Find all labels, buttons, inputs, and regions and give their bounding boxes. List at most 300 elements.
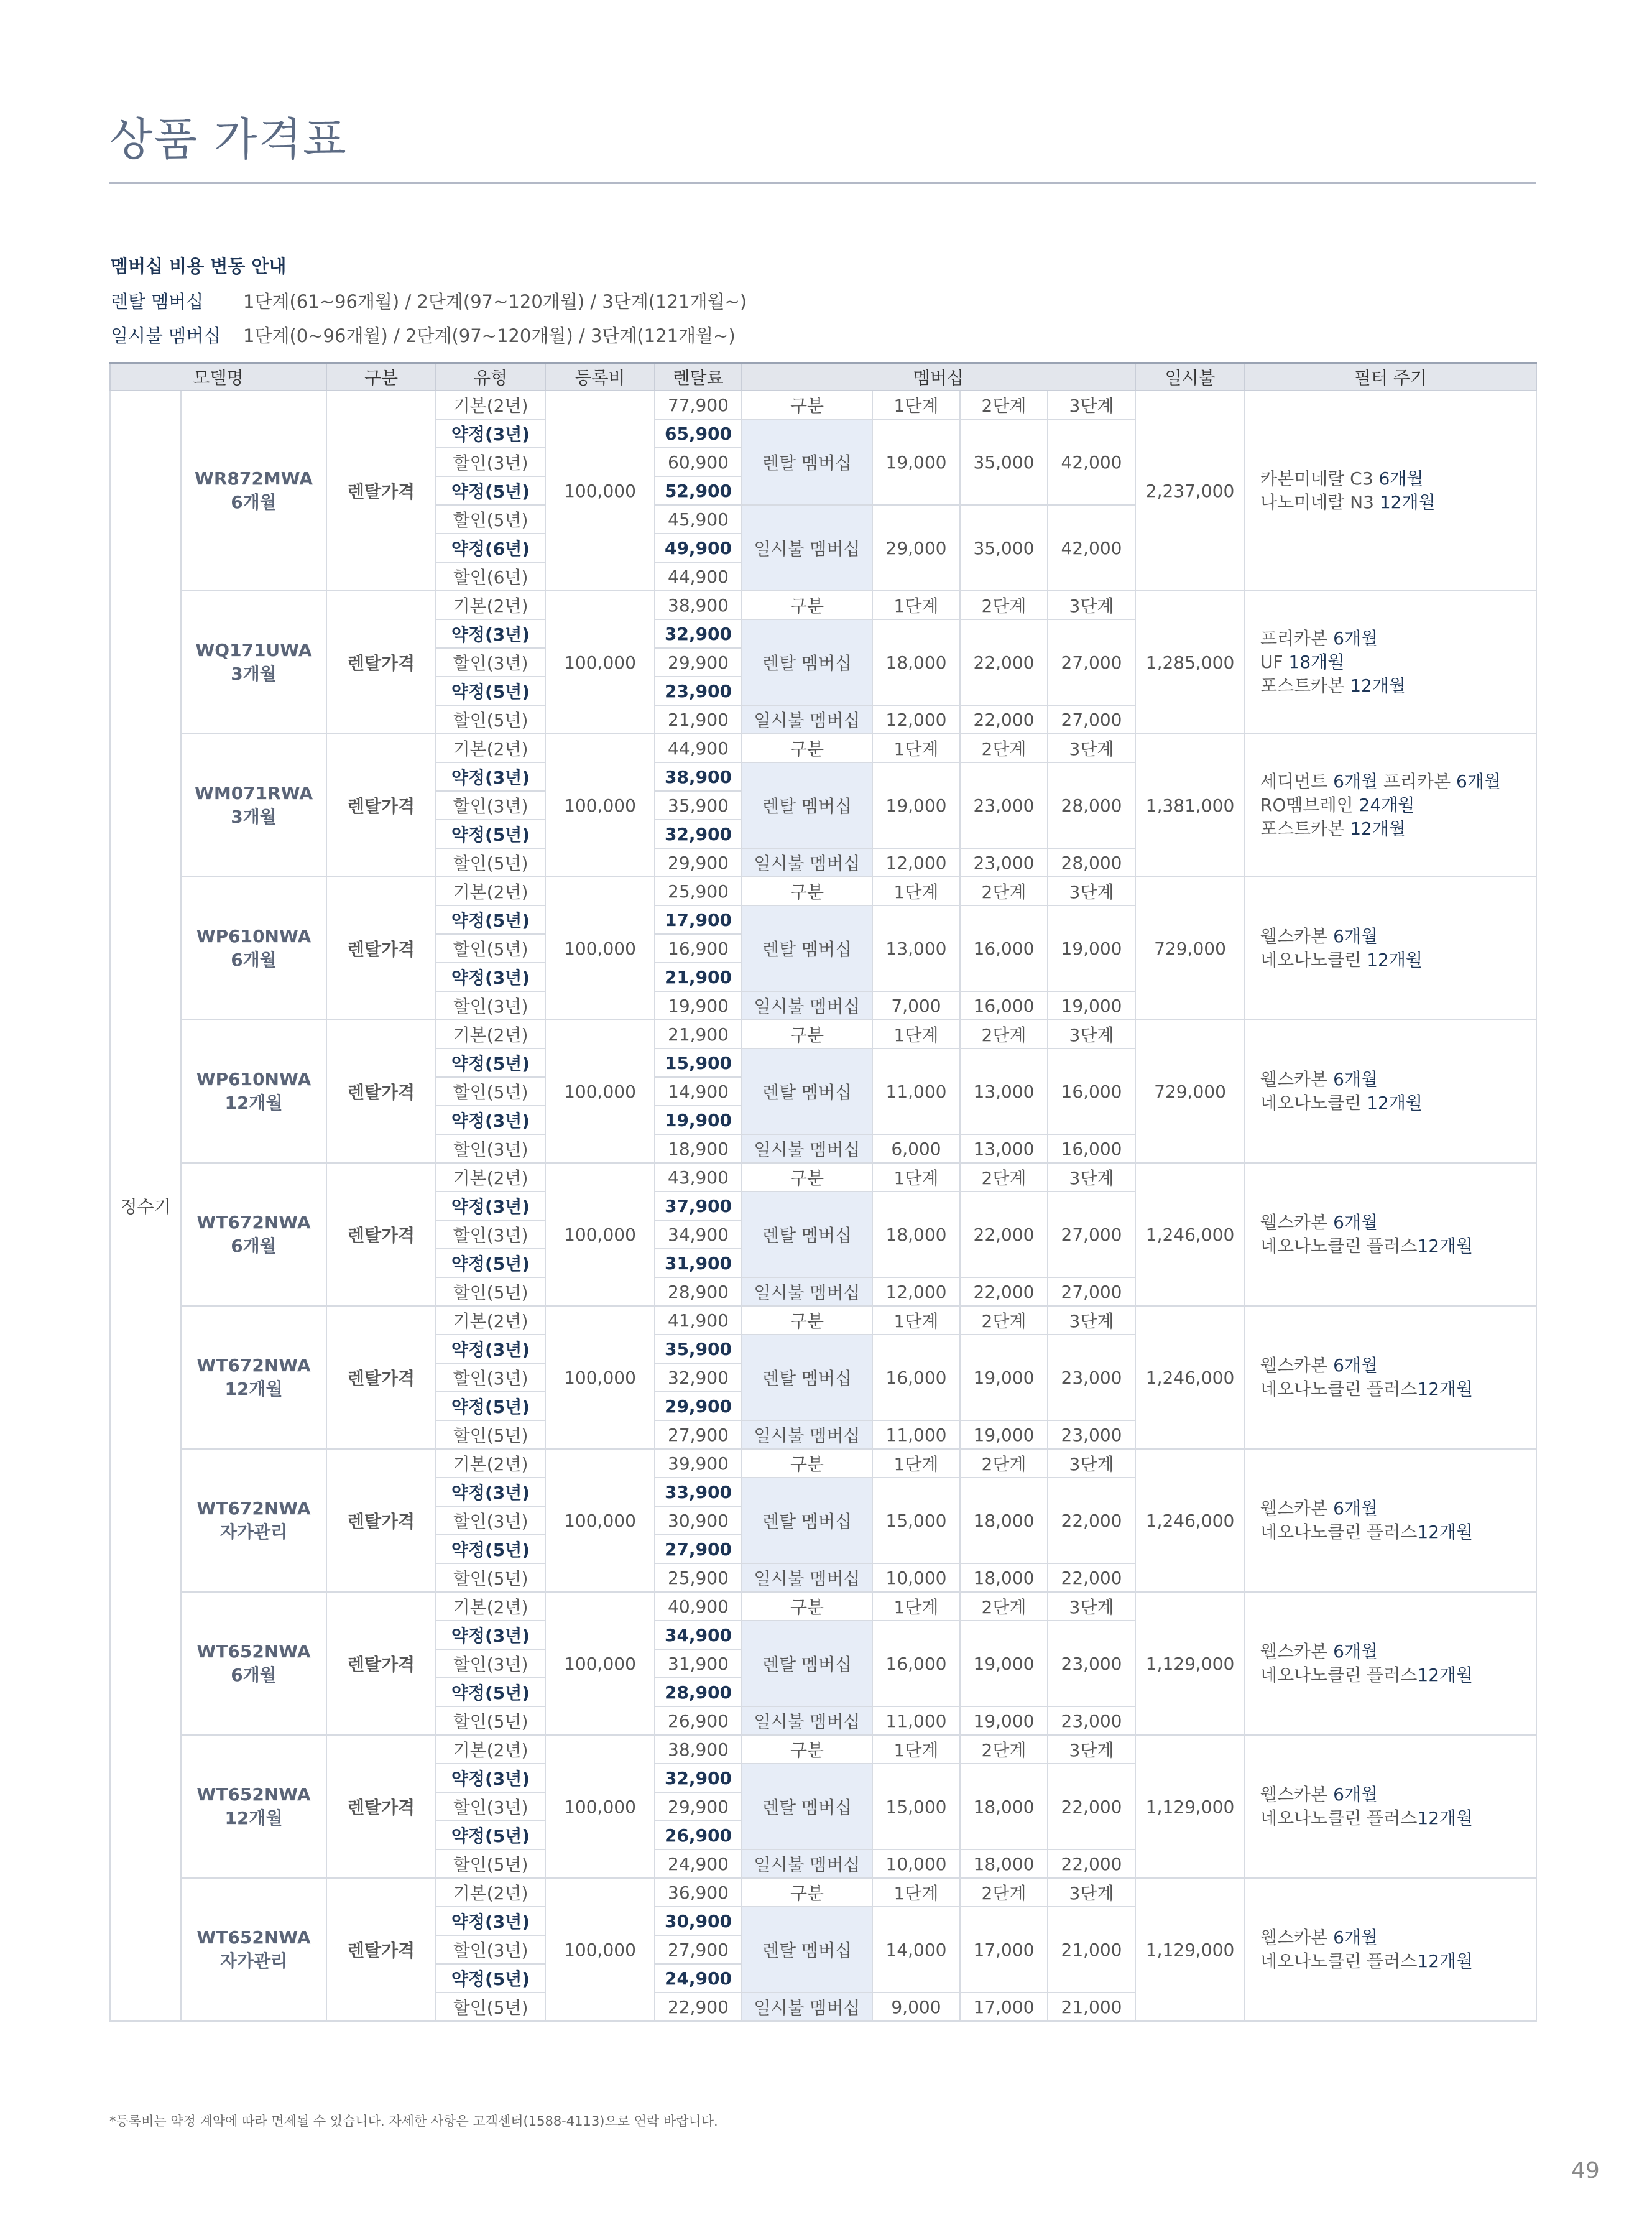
- membership-stage-header: 3단계: [1048, 877, 1135, 905]
- rental-membership-label: 렌탈 멤버십: [742, 1192, 872, 1277]
- col-header-filter: 필터 주기: [1245, 363, 1536, 391]
- category-cell: 정수기: [110, 391, 181, 2021]
- rental-membership-fee: 18,000: [872, 1192, 960, 1277]
- page-number: 49: [1571, 2158, 1600, 2183]
- rental-price-cell: 32,900: [655, 820, 742, 848]
- filter-line: [1260, 1091, 1536, 1115]
- table-row: [110, 1020, 1536, 1048]
- filter-line: [1260, 1640, 1536, 1664]
- type-cell: 할인(3년): [436, 1220, 545, 1249]
- lump-membership-fee: 18,000: [960, 1563, 1048, 1592]
- filter-period: 12개월: [1417, 1665, 1474, 1685]
- rental-membership-label: 렌탈 멤버십: [742, 762, 872, 848]
- filter-period: 6개월: [1333, 1641, 1378, 1662]
- rental-price-cell: 27,900: [655, 1420, 742, 1449]
- membership-gubun-header: 구분: [742, 1735, 872, 1764]
- notice-text: 1단계(0~96개월) / 2단계(97~120개월) / 3단계(121개월~): [243, 325, 736, 346]
- rental-membership-label: 렌탈 멤버십: [742, 1907, 872, 1992]
- rental-price-cell: 24,900: [655, 1849, 742, 1878]
- table-row: [110, 1163, 1536, 1192]
- filter-cycle-cell: [1245, 1592, 1536, 1735]
- filter-period: 24개월: [1359, 795, 1415, 815]
- lump-membership-fee: 23,000: [1048, 1420, 1135, 1449]
- col-header-lump-sum: 일시불: [1135, 363, 1245, 391]
- filter-period: 12개월: [1350, 675, 1406, 696]
- membership-stage-header: 2단계: [960, 591, 1048, 619]
- rental-price-cell: 32,900: [655, 1363, 742, 1392]
- filter-period: 6개월: [1333, 1355, 1378, 1376]
- lump-membership-fee: 12,000: [872, 848, 960, 877]
- filter-name: 웰스카본: [1260, 1212, 1334, 1233]
- footnote: *등록비는 약정 계약에 따라 면제될 수 있습니다. 자세한 사항은 고객센터(1588-4113)으로 연락 바랍니다.: [109, 2114, 718, 2129]
- lump-sum-cell: 1,246,000: [1135, 1163, 1245, 1306]
- lump-membership-fee: 27,000: [1048, 705, 1135, 734]
- type-cell: 기본(2년): [436, 877, 545, 905]
- rental-price-cell: 19,900: [655, 1106, 742, 1134]
- model-name: WT652NWA: [196, 1641, 311, 1662]
- rental-membership-fee: 16,000: [960, 905, 1048, 991]
- rental-membership-fee: 22,000: [1048, 1478, 1135, 1563]
- filter-period: 6개월: [1333, 1212, 1378, 1233]
- type-cell: 기본(2년): [436, 1592, 545, 1621]
- membership-stage-header: 2단계: [960, 734, 1048, 762]
- type-cell: 약정(5년): [436, 1048, 545, 1077]
- membership-stage-header: 1단계: [872, 1878, 960, 1907]
- filter-cycle-cell: [1245, 1020, 1536, 1163]
- filter-name: 네오나노클린 플러스: [1260, 1808, 1418, 1828]
- page-title: 상품 가격표: [109, 113, 348, 165]
- lump-membership-fee: 42,000: [1048, 505, 1135, 591]
- lump-sum-cell: 1,129,000: [1135, 1735, 1245, 1878]
- rental-price-cell: 30,900: [655, 1506, 742, 1535]
- kind-cell: 렌탈가격: [326, 391, 436, 591]
- type-cell: 할인(5년): [436, 1277, 545, 1306]
- rental-price-cell: 21,900: [655, 1020, 742, 1048]
- notice-label: 일시불 멤버십: [111, 325, 221, 346]
- type-cell: 할인(3년): [436, 1134, 545, 1163]
- type-cell: 약정(5년): [436, 677, 545, 705]
- model-cell: [181, 1163, 326, 1306]
- filter-name: 네오나노클린: [1260, 1093, 1367, 1113]
- rental-membership-label: 렌탈 멤버십: [742, 905, 872, 991]
- kind-cell: 렌탈가격: [326, 1592, 436, 1735]
- lump-membership-fee: 22,000: [960, 1277, 1048, 1306]
- membership-stage-header: 2단계: [960, 1163, 1048, 1192]
- lump-membership-label: 일시불 멤버십: [742, 1134, 872, 1163]
- rental-price-cell: 77,900: [655, 391, 742, 419]
- lump-membership-label: 일시불 멤버십: [742, 848, 872, 877]
- lump-membership-fee: 23,000: [1048, 1706, 1135, 1735]
- model-period: 12개월: [224, 1379, 283, 1399]
- registration-fee-cell: 100,000: [545, 734, 655, 877]
- filter-period: 18개월: [1288, 652, 1345, 672]
- rental-membership-fee: 23,000: [960, 762, 1048, 848]
- type-cell: 할인(3년): [436, 1935, 545, 1964]
- lump-membership-fee: 16,000: [960, 991, 1048, 1020]
- rental-membership-fee: 27,000: [1048, 1192, 1135, 1277]
- col-header-membership: 멤버십: [742, 363, 1135, 391]
- membership-stage-header: 1단계: [872, 1735, 960, 1764]
- rental-price-cell: 38,900: [655, 1735, 742, 1764]
- registration-fee-cell: 100,000: [545, 591, 655, 734]
- model-name: WT672NWA: [196, 1498, 311, 1519]
- rental-price-cell: 28,900: [655, 1277, 742, 1306]
- rental-membership-label: 렌탈 멤버십: [742, 1764, 872, 1849]
- rental-membership-label: 렌탈 멤버십: [742, 419, 872, 505]
- membership-stage-header: 1단계: [872, 1449, 960, 1478]
- filter-line: [1260, 674, 1536, 698]
- lump-membership-fee: 7,000: [872, 991, 960, 1020]
- filter-name: 네오나노클린 플러스: [1260, 1665, 1418, 1685]
- rental-price-cell: 32,900: [655, 619, 742, 648]
- type-cell: 약정(3년): [436, 1335, 545, 1363]
- rental-price-cell: 40,900: [655, 1592, 742, 1621]
- filter-name: 웰스카본: [1260, 1927, 1334, 1948]
- filter-line: [1260, 1068, 1536, 1091]
- lump-membership-fee: 28,000: [1048, 848, 1135, 877]
- filter-period: 6개월: [1333, 1498, 1378, 1519]
- model-name: WQ171UWA: [195, 640, 312, 660]
- membership-stage-header: 2단계: [960, 1735, 1048, 1764]
- type-cell: 기본(2년): [436, 391, 545, 419]
- membership-stage-header: 3단계: [1048, 1163, 1135, 1192]
- kind-cell: 렌탈가격: [326, 1306, 436, 1449]
- filter-name: 네오나노클린 플러스: [1260, 1522, 1418, 1542]
- rental-price-cell: 28,900: [655, 1678, 742, 1706]
- type-cell: 할인(5년): [436, 705, 545, 734]
- membership-stage-header: 2단계: [960, 877, 1048, 905]
- rental-membership-fee: 21,000: [1048, 1907, 1135, 1992]
- lump-sum-cell: 729,000: [1135, 1020, 1245, 1163]
- type-cell: 할인(3년): [436, 1792, 545, 1821]
- rental-price-cell: 43,900: [655, 1163, 742, 1192]
- membership-stage-header: 3단계: [1048, 1020, 1135, 1048]
- membership-gubun-header: 구분: [742, 877, 872, 905]
- filter-line: [1260, 925, 1536, 948]
- filter-period: 6개월: [1333, 628, 1378, 649]
- lump-membership-fee: 13,000: [960, 1134, 1048, 1163]
- rental-price-cell: 16,900: [655, 934, 742, 963]
- filter-cycle-cell: [1245, 1163, 1536, 1306]
- lump-membership-label: 일시불 멤버십: [742, 1420, 872, 1449]
- lump-membership-fee: 22,000: [1048, 1563, 1135, 1592]
- membership-gubun-header: 구분: [742, 1306, 872, 1335]
- filter-cycle-cell: [1245, 734, 1536, 877]
- filter-period: 12개월: [1417, 1951, 1474, 1971]
- rental-price-cell: 29,900: [655, 1792, 742, 1821]
- lump-membership-fee: 10,000: [872, 1563, 960, 1592]
- filter-line: [1260, 1211, 1536, 1234]
- membership-gubun-header: 구분: [742, 591, 872, 619]
- lump-membership-fee: 23,000: [960, 848, 1048, 877]
- kind-cell: 렌탈가격: [326, 1020, 436, 1163]
- filter-period: 12개월: [1350, 818, 1406, 839]
- notice-text: 1단계(61~96개월) / 2단계(97~120개월) / 3단계(121개월~): [243, 291, 747, 312]
- type-cell: 약정(5년): [436, 1535, 545, 1563]
- membership-gubun-header: 구분: [742, 734, 872, 762]
- table-row: [110, 591, 1536, 619]
- filter-name: 웰스카본: [1260, 1069, 1334, 1090]
- filter-name: 웰스카본: [1260, 1784, 1334, 1805]
- membership-gubun-header: 구분: [742, 1020, 872, 1048]
- type-cell: 약정(5년): [436, 1249, 545, 1277]
- rental-membership-fee: 19,000: [960, 1335, 1048, 1420]
- model-name: WT652NWA: [196, 1784, 311, 1805]
- filter-period: 6개월: [1333, 926, 1378, 946]
- filter-line: [1260, 794, 1536, 817]
- rental-price-cell: 32,900: [655, 1764, 742, 1792]
- filter-line: [1260, 627, 1536, 650]
- filter-name: 포스트카본: [1260, 675, 1350, 696]
- type-cell: 할인(3년): [436, 448, 545, 476]
- filter-period: 6개월: [1378, 468, 1424, 489]
- lump-membership-label: 일시불 멤버십: [742, 705, 872, 734]
- rental-membership-label: 렌탈 멤버십: [742, 1478, 872, 1563]
- rental-membership-fee: 19,000: [872, 762, 960, 848]
- model-period: 6개월: [231, 1236, 277, 1256]
- rental-membership-fee: 16,000: [872, 1621, 960, 1706]
- rental-price-cell: 24,900: [655, 1964, 742, 1992]
- filter-name: 웰스카본: [1260, 1641, 1334, 1662]
- registration-fee-cell: 100,000: [545, 1449, 655, 1592]
- filter-name: 카본미네랄 C3: [1260, 468, 1379, 489]
- type-cell: 기본(2년): [436, 734, 545, 762]
- rental-membership-fee: 11,000: [872, 1048, 960, 1134]
- lump-membership-fee: 6,000: [872, 1134, 960, 1163]
- model-cell: [181, 1020, 326, 1163]
- rental-membership-fee: 42,000: [1048, 419, 1135, 505]
- lump-membership-fee: 17,000: [960, 1992, 1048, 2021]
- filter-cycle-cell: [1245, 877, 1536, 1020]
- rental-membership-fee: 19,000: [1048, 905, 1135, 991]
- filter-period: 6개월: [1333, 771, 1378, 792]
- membership-stage-header: 3단계: [1048, 1306, 1135, 1335]
- rental-price-cell: 36,900: [655, 1878, 742, 1907]
- type-cell: 약정(3년): [436, 1764, 545, 1792]
- kind-cell: 렌탈가격: [326, 1735, 436, 1878]
- membership-stage-header: 3단계: [1048, 734, 1135, 762]
- type-cell: 할인(3년): [436, 1363, 545, 1392]
- filter-name: 웰스카본: [1260, 1498, 1334, 1519]
- type-cell: 약정(3년): [436, 1478, 545, 1506]
- filter-name: 포스트카본: [1260, 818, 1350, 839]
- rental-membership-fee: 18,000: [960, 1764, 1048, 1849]
- rental-price-cell: 31,900: [655, 1649, 742, 1678]
- filter-name: 웰스카본: [1260, 1355, 1334, 1376]
- type-cell: 할인(5년): [436, 1563, 545, 1592]
- lump-membership-label: 일시불 멤버십: [742, 505, 872, 591]
- lump-membership-fee: 29,000: [872, 505, 960, 591]
- membership-stage-header: 1단계: [872, 1306, 960, 1335]
- table-row: [110, 391, 1536, 419]
- model-name: WT672NWA: [196, 1212, 311, 1233]
- membership-stage-header: 1단계: [872, 591, 960, 619]
- filter-line: [1260, 491, 1536, 514]
- type-cell: 기본(2년): [436, 1306, 545, 1335]
- rental-membership-fee: 18,000: [960, 1478, 1048, 1563]
- lump-sum-cell: 1,246,000: [1135, 1449, 1245, 1592]
- membership-stage-header: 1단계: [872, 1020, 960, 1048]
- kind-cell: 렌탈가격: [326, 877, 436, 1020]
- model-cell: [181, 591, 326, 734]
- type-cell: 약정(3년): [436, 1192, 545, 1220]
- type-cell: 할인(5년): [436, 1849, 545, 1878]
- model-period: 6개월: [231, 950, 277, 970]
- kind-cell: 렌탈가격: [326, 1163, 436, 1306]
- membership-stage-header: 1단계: [872, 391, 960, 419]
- lump-membership-fee: 12,000: [872, 1277, 960, 1306]
- rental-price-cell: 29,900: [655, 848, 742, 877]
- model-cell: [181, 1735, 326, 1878]
- table-row: [110, 734, 1536, 762]
- membership-gubun-header: 구분: [742, 1592, 872, 1621]
- rental-price-cell: 27,900: [655, 1535, 742, 1563]
- model-cell: [181, 1592, 326, 1735]
- rental-price-cell: 25,900: [655, 1563, 742, 1592]
- type-cell: 기본(2년): [436, 1020, 545, 1048]
- registration-fee-cell: 100,000: [545, 391, 655, 591]
- lump-membership-fee: 21,000: [1048, 1992, 1135, 2021]
- membership-gubun-header: 구분: [742, 391, 872, 419]
- filter-cycle-cell: [1245, 1735, 1536, 1878]
- filter-period: 12개월: [1417, 1808, 1474, 1828]
- model-period: 6개월: [231, 1665, 277, 1685]
- lump-membership-fee: 27,000: [1048, 1277, 1135, 1306]
- rental-price-cell: 35,900: [655, 791, 742, 820]
- type-cell: 약정(3년): [436, 1621, 545, 1649]
- table-row: [110, 1592, 1536, 1621]
- rental-price-cell: 21,900: [655, 963, 742, 991]
- lump-membership-label: 일시불 멤버십: [742, 1706, 872, 1735]
- type-cell: 할인(5년): [436, 505, 545, 534]
- filter-line: [1260, 1520, 1536, 1544]
- table-body: [110, 391, 1536, 2021]
- rental-price-cell: 23,900: [655, 677, 742, 705]
- filter-name: 프리카본: [1260, 628, 1334, 649]
- type-cell: 할인(3년): [436, 1649, 545, 1678]
- membership-stage-header: 3단계: [1048, 391, 1135, 419]
- membership-stage-header: 2단계: [960, 391, 1048, 419]
- col-header-rental: 렌탈료: [655, 363, 742, 391]
- type-cell: 약정(5년): [436, 1392, 545, 1420]
- rental-price-cell: 29,900: [655, 648, 742, 677]
- membership-stage-header: 1단계: [872, 1592, 960, 1621]
- type-cell: 기본(2년): [436, 1449, 545, 1478]
- filter-line: [1260, 1377, 1536, 1401]
- type-cell: 약정(5년): [436, 1964, 545, 1992]
- lump-membership-fee: 19,000: [1048, 991, 1135, 1020]
- type-cell: 할인(3년): [436, 791, 545, 820]
- filter-name: 나노미네랄 N3: [1260, 492, 1380, 512]
- rental-membership-label: 렌탈 멤버십: [742, 1335, 872, 1420]
- membership-notice: [111, 252, 747, 356]
- filter-line: [1260, 770, 1536, 794]
- filter-name: 네오나노클린: [1260, 950, 1367, 970]
- rental-price-cell: 60,900: [655, 448, 742, 476]
- rental-price-cell: 27,900: [655, 1935, 742, 1964]
- lump-membership-label: 일시불 멤버십: [742, 1277, 872, 1306]
- filter-name: 네오나노클린 플러스: [1260, 1951, 1418, 1971]
- lump-membership-fee: 10,000: [872, 1849, 960, 1878]
- model-cell: [181, 1306, 326, 1449]
- type-cell: 약정(5년): [436, 1678, 545, 1706]
- rental-membership-fee: 18,000: [872, 619, 960, 705]
- filter-period: 6개월: [1333, 1927, 1378, 1948]
- type-cell: 할인(3년): [436, 1506, 545, 1535]
- membership-gubun-header: 구분: [742, 1878, 872, 1907]
- table-row: [110, 1735, 1536, 1764]
- kind-cell: 렌탈가격: [326, 1878, 436, 2021]
- model-cell: [181, 1449, 326, 1592]
- lump-membership-fee: 16,000: [1048, 1134, 1135, 1163]
- membership-stage-header: 1단계: [872, 1163, 960, 1192]
- col-header-type: 유형: [436, 363, 545, 391]
- rental-membership-fee: 23,000: [1048, 1335, 1135, 1420]
- rental-price-cell: 41,900: [655, 1306, 742, 1335]
- notice-heading: 멤버십 비용 변동 안내: [111, 256, 287, 277]
- type-cell: 할인(3년): [436, 648, 545, 677]
- lump-membership-label: 일시불 멤버십: [742, 1849, 872, 1878]
- kind-cell: 렌탈가격: [326, 591, 436, 734]
- type-cell: 약정(5년): [436, 1821, 545, 1849]
- rental-price-cell: 21,900: [655, 705, 742, 734]
- model-period: 6개월: [231, 492, 277, 512]
- model-cell: [181, 734, 326, 877]
- model-period: 12개월: [224, 1093, 283, 1113]
- table-row: [110, 877, 1536, 905]
- rental-price-cell: 14,900: [655, 1077, 742, 1106]
- filter-line: [1260, 1497, 1536, 1520]
- table-row: [110, 1449, 1536, 1478]
- membership-stage-header: 2단계: [960, 1449, 1048, 1478]
- rental-membership-label: 렌탈 멤버십: [742, 619, 872, 705]
- type-cell: 약정(3년): [436, 1106, 545, 1134]
- membership-stage-header: 1단계: [872, 734, 960, 762]
- rental-price-cell: 39,900: [655, 1449, 742, 1478]
- col-header-fee: 등록비: [545, 363, 655, 391]
- filter-name: 네오나노클린 플러스: [1260, 1236, 1418, 1256]
- kind-cell: 렌탈가격: [326, 1449, 436, 1592]
- filter-name: 프리카본: [1378, 771, 1457, 792]
- rental-price-cell: 45,900: [655, 505, 742, 534]
- type-cell: 할인(5년): [436, 1077, 545, 1106]
- rental-price-cell: 15,900: [655, 1048, 742, 1077]
- type-cell: 할인(5년): [436, 848, 545, 877]
- model-name: WM071RWA: [194, 783, 313, 803]
- rental-price-cell: 17,900: [655, 905, 742, 934]
- lump-membership-label: 일시불 멤버십: [742, 991, 872, 1020]
- rental-membership-fee: 16,000: [1048, 1048, 1135, 1134]
- filter-name: UF: [1260, 652, 1289, 672]
- rental-price-cell: 38,900: [655, 762, 742, 791]
- lump-membership-fee: 11,000: [872, 1706, 960, 1735]
- rental-price-cell: 31,900: [655, 1249, 742, 1277]
- model-name: WP610NWA: [196, 1069, 311, 1090]
- lump-membership-fee: 9,000: [872, 1992, 960, 2021]
- lump-membership-fee: 11,000: [872, 1420, 960, 1449]
- table-header-row: [110, 363, 1536, 391]
- membership-stage-header: 2단계: [960, 1020, 1048, 1048]
- rental-price-cell: 26,900: [655, 1821, 742, 1849]
- membership-stage-header: 3단계: [1048, 1735, 1135, 1764]
- rental-price-cell: 44,900: [655, 562, 742, 591]
- filter-cycle-cell: [1245, 1449, 1536, 1592]
- rental-price-cell: 34,900: [655, 1220, 742, 1249]
- filter-line: [1260, 467, 1536, 491]
- filter-name: 세디먼트: [1260, 771, 1334, 792]
- rental-membership-fee: 15,000: [872, 1764, 960, 1849]
- filter-line: [1260, 1783, 1536, 1807]
